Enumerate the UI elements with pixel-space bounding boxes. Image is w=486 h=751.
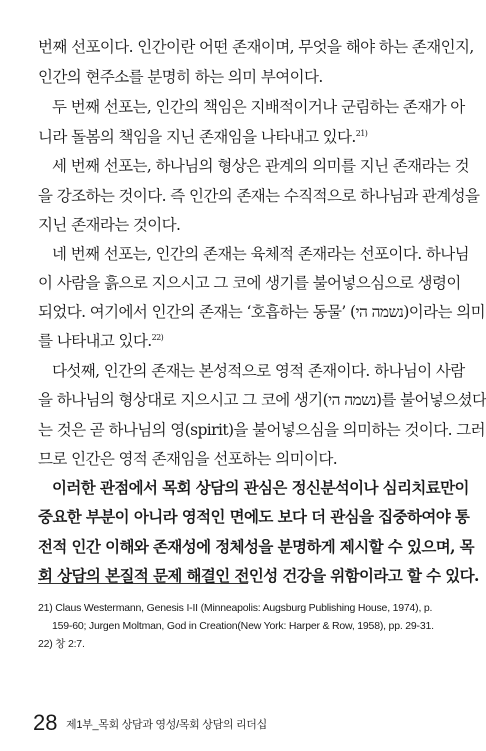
footnote: 21) Claus Westermann, Genesis I-II (Minneapolis: Augsburg Publishing House, 1974), p. [38,602,433,614]
footnote-divider [38,583,248,584]
body-line: 세 번째 선포는, 하나님의 형상은 관계의 의미를 지닌 존재라는 것 [52,157,469,175]
body-line: 두 번째 선포는, 인간의 책임은 지배적이거나 군림하는 존재가 아 [52,98,465,116]
body-line: 니라 돌봄의 책임을 지닌 존재임을 나타내고 있다.$^{21)}$ [38,128,368,146]
body-line: 다섯째, 인간의 존재는 본성적으로 영적 존재이다. 하나님이 사람 [52,362,465,380]
body-line: 지닌 존재라는 것이다. [38,216,181,234]
footnote: 22) 창 2:7. [38,638,85,650]
footnote-ref: 21) [355,128,368,138]
body-line: 중요한 부분이 아니라 영적인 면에도 보다 더 관심을 집중하여야 통 [38,507,470,526]
body-line: 회 상담의 본질적 문제 해결인 전인성 건강을 위함이라고 할 수 있다. [38,566,479,585]
body-line: 네 번째 선포는, 인간의 존재는 육체적 존재라는 선포이다. 하나님 [52,245,469,263]
body-line: 를 나타내고 있다.$^{22)}$ [38,332,164,350]
body-line: 전적 인간 이해와 존재성에 정체성을 분명하게 제시할 수 있으며, 목 [38,537,475,556]
body-line: 므로 인간은 영적 존재임을 선포하는 의미이다. [38,450,338,468]
footnote: 159-60; Jurgen Moltman, God in Creation(New York: Harper & Row, 1958), pp. 29-31. [52,620,434,632]
body-line: 인간의 현주소를 분명히 하는 의미 부여이다. [38,68,323,86]
body-line: 번째 선포이다. 인간이란 어떤 존재이며, 무엇을 해야 하는 존재인지, [38,38,474,56]
body-line: 이러한 관점에서 목회 상담의 관심은 정신분석이나 심리치료만이 [52,478,469,497]
running-footer: 제1부_목회 상담과 영성/목회 상담의 리더십 [66,719,267,731]
body-line: 는 것은 곧 하나님의 영(spirit)을 불어넣으심을 의미하는 것이다. 그러 [38,421,485,439]
page-number: 28 [33,710,58,735]
body-line: 이 사람을 흙으로 지으시고 그 코에 생기를 불어넣으심으로 생령이 [38,274,461,292]
body-line: 을 강조하는 것이다. 즉 인간의 존재는 수직적으로 하나님과 관계성을 [38,187,480,205]
body-line: 되었다. 여기에서 인간의 존재는 ‘호흡하는 동물’ (נשמה הי)이라는 의미 [38,303,485,321]
body-line: 을 하나님의 형상대로 지으시고 그 코에 생기(נשמה הי)를 불어넣으셨다 [38,391,486,409]
footnote-ref: 22) [151,332,164,342]
